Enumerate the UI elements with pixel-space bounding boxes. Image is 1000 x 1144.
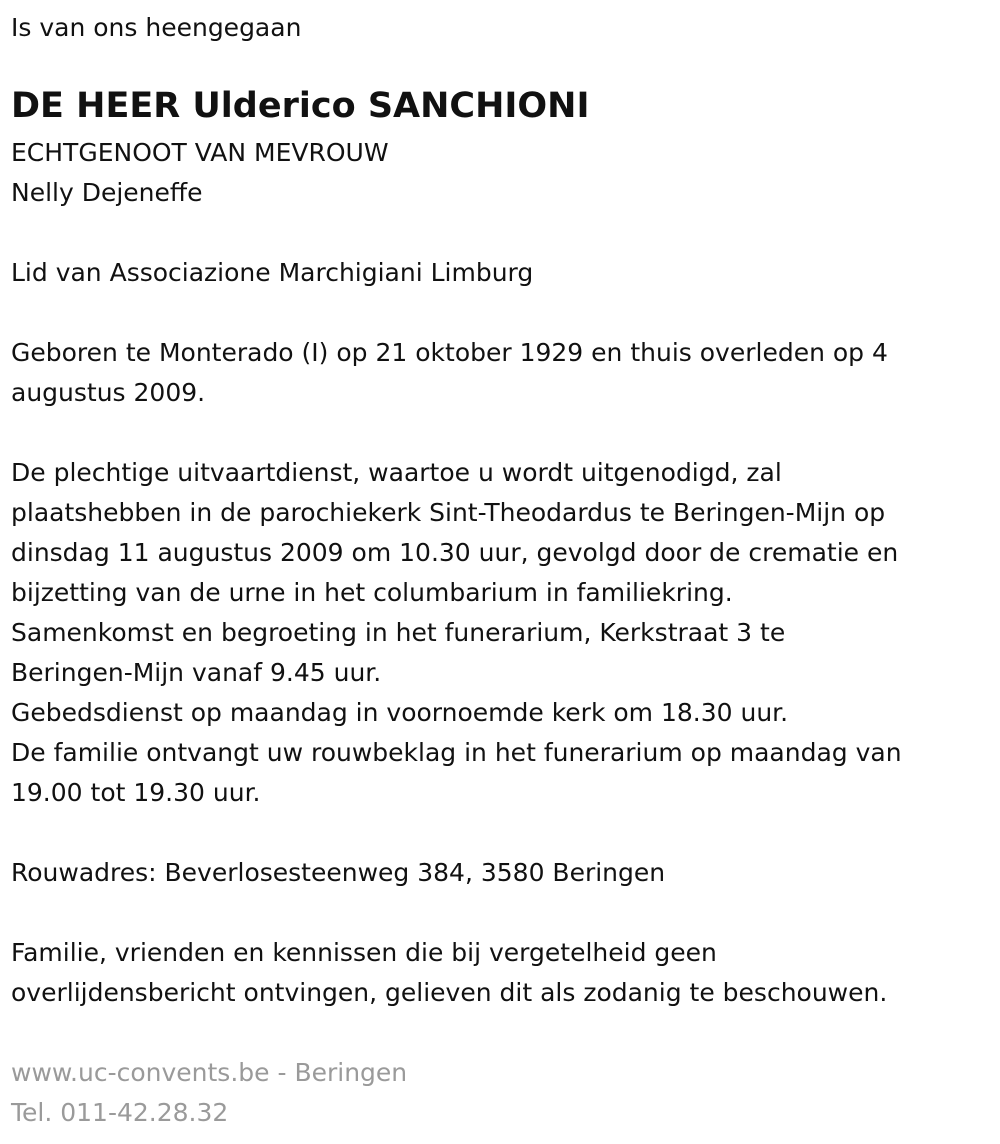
paragraph-line: De familie ontvangt uw rouwbeklag in het funerarium op maandag van bbox=[11, 738, 902, 767]
notice-paragraph bbox=[11, 933, 1000, 1013]
spacer bbox=[11, 213, 1000, 253]
paragraph-line: dinsdag 11 augustus 2009 om 10.30 uur, gevolgd door de crematie en bbox=[11, 538, 899, 567]
deceased-name: DE HEER Ulderico SANCHIONI bbox=[11, 86, 590, 126]
paragraph-line: Beringen-Mijn vanaf 9.45 uur. bbox=[11, 658, 382, 687]
paragraph-line: Geboren te Monterado (I) op 21 oktober 1929 en thuis overleden op 4 bbox=[11, 338, 888, 367]
spacer bbox=[11, 293, 1000, 333]
intro-text: Is van ons heengegaan bbox=[11, 13, 302, 42]
footer-website: www.uc-convents.be - Beringen bbox=[11, 1058, 408, 1087]
footer-phone: Tel. 011-42.28.32 bbox=[11, 1098, 229, 1127]
paragraph-line: Familie, vrienden en kennissen die bij vergetelheid geen bbox=[11, 938, 717, 967]
spouse-line-1: ECHTGENOOT VAN MEVROUW bbox=[11, 138, 389, 167]
membership-text: Lid van Associazione Marchigiani Limburg bbox=[11, 258, 534, 287]
paragraph-line: De plechtige uitvaartdienst, waartoe u wordt uitgenodigd, zal bbox=[11, 458, 782, 487]
service-paragraph bbox=[11, 453, 1000, 813]
paragraph-line: augustus 2009. bbox=[11, 378, 206, 407]
paragraph-line: 19.00 tot 19.30 uur. bbox=[11, 778, 261, 807]
spacer bbox=[11, 1013, 1000, 1053]
birth-death-paragraph bbox=[11, 333, 1000, 413]
spouse-line-2: Nelly Dejeneffe bbox=[11, 178, 203, 207]
paragraph-line: bijzetting van de urne in het columbarium in familiekring. bbox=[11, 578, 733, 607]
spacer bbox=[11, 893, 1000, 933]
spacer bbox=[11, 413, 1000, 453]
mourning-address: Rouwadres: Beverlosesteenweg 384, 3580 Beringen bbox=[11, 858, 666, 887]
paragraph-line: Samenkomst en begroeting in het funerarium, Kerkstraat 3 te bbox=[11, 618, 786, 647]
paragraph-line: plaatshebben in de parochiekerk Sint-Theodardus te Beringen-Mijn op bbox=[11, 498, 886, 527]
paragraph-line: Gebedsdienst op maandag in voornoemde kerk om 18.30 uur. bbox=[11, 698, 789, 727]
spacer bbox=[11, 813, 1000, 853]
paragraph-line: overlijdensbericht ontvingen, gelieven dit als zodanig te beschouwen. bbox=[11, 978, 888, 1007]
footer bbox=[11, 1053, 1000, 1133]
